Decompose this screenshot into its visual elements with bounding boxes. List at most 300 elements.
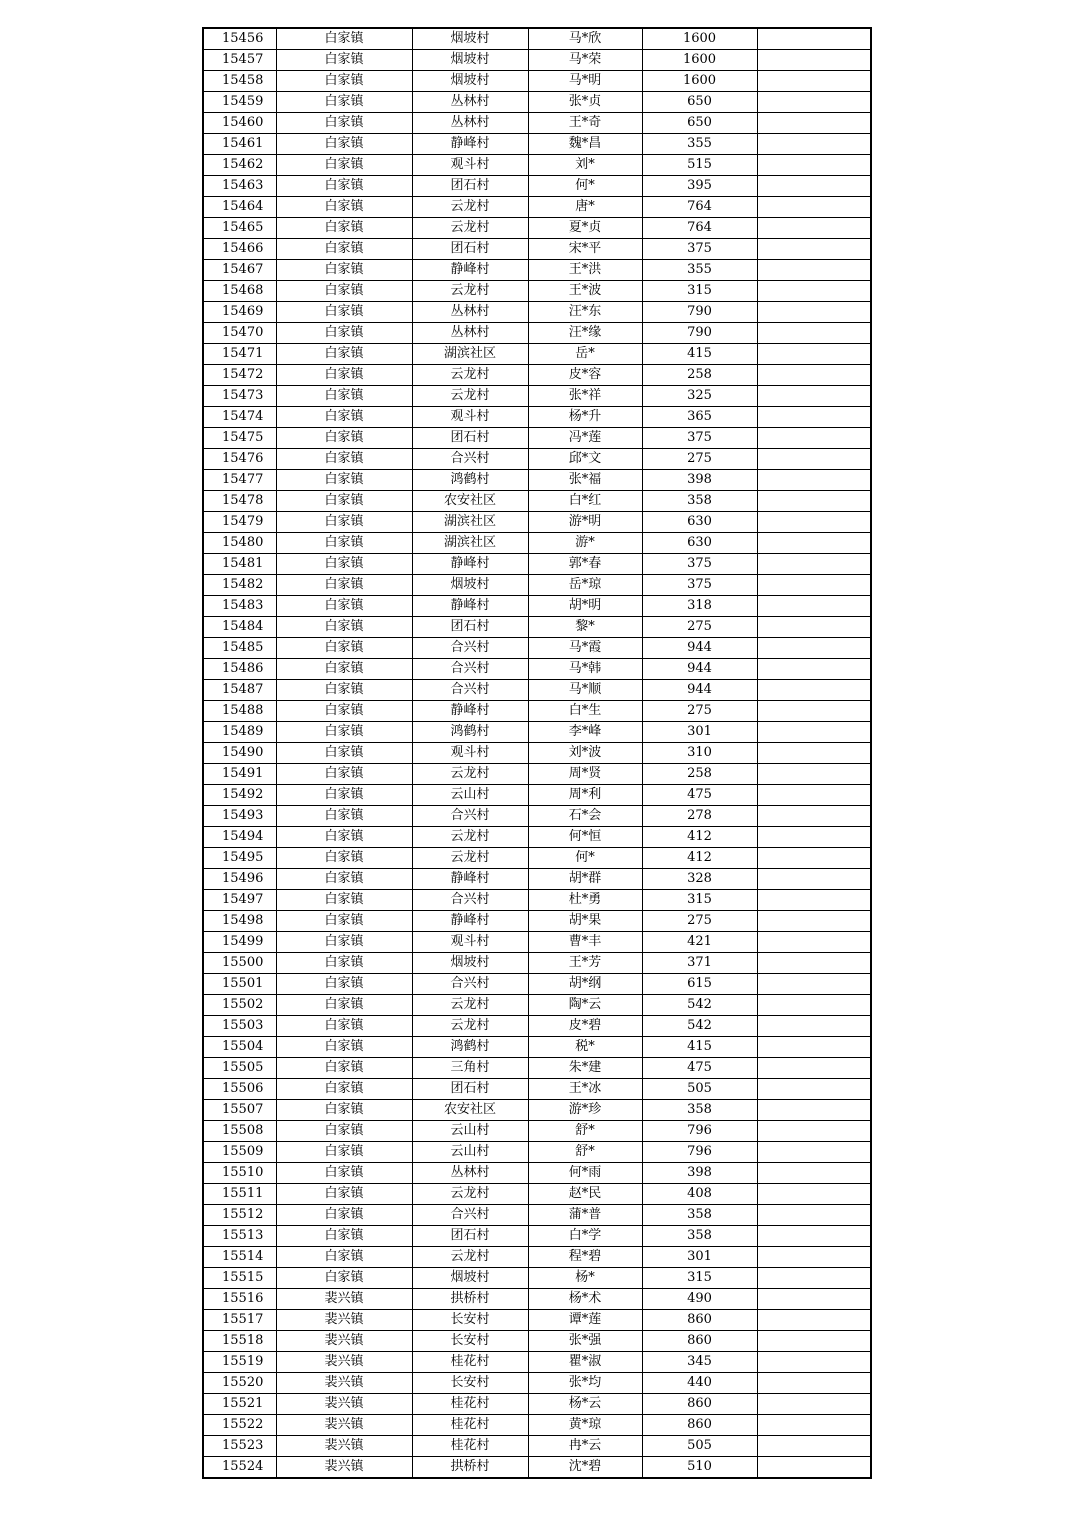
amount-cell: 355 [642,260,757,281]
remark-cell [757,533,871,554]
name-cell: 唐* [528,197,642,218]
remark-cell [757,1415,871,1436]
remark-cell [757,1436,871,1457]
record-number-cell: 15480 [203,533,276,554]
record-number-cell: 15501 [203,974,276,995]
remark-cell [757,386,871,407]
record-number-cell: 15509 [203,1142,276,1163]
remark-cell [757,428,871,449]
table-row [203,407,871,428]
table-row [203,953,871,974]
amount-cell: 258 [642,365,757,386]
record-number-cell: 15478 [203,491,276,512]
town-cell: 裴兴镇 [276,1436,412,1457]
record-number-cell: 15469 [203,302,276,323]
town-cell: 白家镇 [276,239,412,260]
remark-cell [757,491,871,512]
remark-cell [757,50,871,71]
town-cell: 白家镇 [276,176,412,197]
village-cell: 云山村 [412,785,528,806]
village-cell: 鸿鹤村 [412,722,528,743]
name-cell: 何*恒 [528,827,642,848]
remark-cell [757,911,871,932]
record-number-cell: 15505 [203,1058,276,1079]
amount-cell: 542 [642,1016,757,1037]
table-row [203,1247,871,1268]
village-cell: 静峰村 [412,911,528,932]
amount-cell: 542 [642,995,757,1016]
amount-cell: 398 [642,1163,757,1184]
remark-cell [757,848,871,869]
town-cell: 白家镇 [276,701,412,722]
village-cell: 团石村 [412,1079,528,1100]
village-cell: 合兴村 [412,890,528,911]
table-row [203,344,871,365]
table-row [203,1100,871,1121]
name-cell: 白*生 [528,701,642,722]
town-cell: 白家镇 [276,428,412,449]
table-row [203,260,871,281]
record-number-cell: 15511 [203,1184,276,1205]
remark-cell [757,28,871,50]
town-cell: 白家镇 [276,1268,412,1289]
record-number-cell: 15474 [203,407,276,428]
amount-cell: 515 [642,155,757,176]
remark-cell [757,407,871,428]
village-cell: 观斗村 [412,155,528,176]
table-body [203,28,871,1478]
town-cell: 白家镇 [276,281,412,302]
remark-cell [757,1352,871,1373]
name-cell: 邱*文 [528,449,642,470]
name-cell: 马*顺 [528,680,642,701]
village-cell: 云山村 [412,1142,528,1163]
amount-cell: 358 [642,1205,757,1226]
remark-cell [757,1226,871,1247]
remark-cell [757,302,871,323]
town-cell: 白家镇 [276,71,412,92]
village-cell: 云龙村 [412,365,528,386]
record-number-cell: 15499 [203,932,276,953]
table-row [203,680,871,701]
remark-cell [757,92,871,113]
table-row [203,449,871,470]
village-cell: 丛林村 [412,113,528,134]
name-cell: 岳*琼 [528,575,642,596]
name-cell: 张*福 [528,470,642,491]
village-cell: 云龙村 [412,848,528,869]
amount-cell: 860 [642,1331,757,1352]
amount-cell: 375 [642,428,757,449]
record-number-cell: 15467 [203,260,276,281]
amount-cell: 275 [642,449,757,470]
town-cell: 白家镇 [276,659,412,680]
town-cell: 白家镇 [276,218,412,239]
table-row [203,701,871,722]
town-cell: 白家镇 [276,743,412,764]
name-cell: 舒* [528,1121,642,1142]
table-row [203,1394,871,1415]
amount-cell: 630 [642,533,757,554]
remark-cell [757,785,871,806]
amount-cell: 375 [642,554,757,575]
town-cell: 白家镇 [276,470,412,491]
town-cell: 白家镇 [276,995,412,1016]
name-cell: 夏*贞 [528,218,642,239]
remark-cell [757,764,871,785]
amount-cell: 764 [642,218,757,239]
record-number-cell: 15472 [203,365,276,386]
village-cell: 云龙村 [412,1247,528,1268]
town-cell: 白家镇 [276,554,412,575]
table-row [203,197,871,218]
remark-cell [757,554,871,575]
town-cell: 白家镇 [276,533,412,554]
remark-cell [757,596,871,617]
record-number-cell: 15502 [203,995,276,1016]
remark-cell [757,176,871,197]
amount-cell: 790 [642,302,757,323]
village-cell: 团石村 [412,617,528,638]
record-number-cell: 15520 [203,1373,276,1394]
record-number-cell: 15523 [203,1436,276,1457]
village-cell: 农安社区 [412,1100,528,1121]
table-row [203,512,871,533]
name-cell: 杨* [528,1268,642,1289]
record-number-cell: 15516 [203,1289,276,1310]
amount-cell: 475 [642,1058,757,1079]
record-number-cell: 15476 [203,449,276,470]
remark-cell [757,134,871,155]
town-cell: 白家镇 [276,848,412,869]
name-cell: 胡*明 [528,596,642,617]
remark-cell [757,323,871,344]
table-row [203,365,871,386]
name-cell: 何* [528,848,642,869]
name-cell: 周*贤 [528,764,642,785]
name-cell: 刘* [528,155,642,176]
remark-cell [757,365,871,386]
village-cell: 云山村 [412,1121,528,1142]
table-row [203,1079,871,1100]
record-number-cell: 15521 [203,1394,276,1415]
record-number-cell: 15519 [203,1352,276,1373]
village-cell: 长安村 [412,1373,528,1394]
village-cell: 鸿鹤村 [412,470,528,491]
village-cell: 烟坡村 [412,71,528,92]
town-cell: 白家镇 [276,974,412,995]
amount-cell: 412 [642,848,757,869]
name-cell: 瞿*淑 [528,1352,642,1373]
table-row [203,911,871,932]
amount-cell: 944 [642,659,757,680]
name-cell: 冯*莲 [528,428,642,449]
name-cell: 黄*琼 [528,1415,642,1436]
table-row [203,1016,871,1037]
remark-cell [757,743,871,764]
amount-cell: 505 [642,1436,757,1457]
table-row [203,1436,871,1457]
village-cell: 合兴村 [412,680,528,701]
amount-cell: 365 [642,407,757,428]
town-cell: 白家镇 [276,260,412,281]
name-cell: 白*学 [528,1226,642,1247]
amount-cell: 315 [642,1268,757,1289]
table-row [203,1121,871,1142]
name-cell: 胡*群 [528,869,642,890]
name-cell: 陶*云 [528,995,642,1016]
town-cell: 白家镇 [276,491,412,512]
village-cell: 长安村 [412,1331,528,1352]
table-row [203,1352,871,1373]
amount-cell: 395 [642,176,757,197]
name-cell: 胡*果 [528,911,642,932]
table-row [203,71,871,92]
town-cell: 白家镇 [276,92,412,113]
amount-cell: 944 [642,680,757,701]
record-number-cell: 15496 [203,869,276,890]
town-cell: 裴兴镇 [276,1457,412,1479]
table-row [203,1373,871,1394]
village-cell: 烟坡村 [412,1268,528,1289]
remark-cell [757,155,871,176]
town-cell: 白家镇 [276,827,412,848]
table-row [203,1184,871,1205]
remark-cell [757,1247,871,1268]
record-number-cell: 15490 [203,743,276,764]
record-number-cell: 15512 [203,1205,276,1226]
town-cell: 白家镇 [276,407,412,428]
name-cell: 税* [528,1037,642,1058]
record-number-cell: 15494 [203,827,276,848]
name-cell: 马*欣 [528,28,642,50]
table-row [203,1415,871,1436]
town-cell: 白家镇 [276,344,412,365]
record-number-cell: 15518 [203,1331,276,1352]
record-number-cell: 15488 [203,701,276,722]
name-cell: 王*芳 [528,953,642,974]
village-cell: 观斗村 [412,743,528,764]
table-row [203,218,871,239]
name-cell: 张*均 [528,1373,642,1394]
village-cell: 烟坡村 [412,953,528,974]
record-number-cell: 15506 [203,1079,276,1100]
town-cell: 白家镇 [276,365,412,386]
record-number-cell: 15491 [203,764,276,785]
record-number-cell: 15503 [203,1016,276,1037]
name-cell: 汪*东 [528,302,642,323]
amount-cell: 258 [642,764,757,785]
name-cell: 赵*民 [528,1184,642,1205]
amount-cell: 328 [642,869,757,890]
name-cell: 张*贞 [528,92,642,113]
amount-cell: 355 [642,134,757,155]
amount-cell: 764 [642,197,757,218]
remark-cell [757,1394,871,1415]
town-cell: 白家镇 [276,1016,412,1037]
table-row [203,827,871,848]
amount-cell: 275 [642,701,757,722]
village-cell: 云龙村 [412,218,528,239]
remark-cell [757,512,871,533]
table-row [203,491,871,512]
record-number-cell: 15468 [203,281,276,302]
town-cell: 白家镇 [276,1247,412,1268]
name-cell: 游* [528,533,642,554]
record-number-cell: 15510 [203,1163,276,1184]
village-cell: 合兴村 [412,806,528,827]
village-cell: 观斗村 [412,407,528,428]
amount-cell: 275 [642,911,757,932]
town-cell: 白家镇 [276,1205,412,1226]
record-number-cell: 15475 [203,428,276,449]
amount-cell: 440 [642,1373,757,1394]
remark-cell [757,449,871,470]
table-row [203,890,871,911]
table-row [203,1037,871,1058]
remark-cell [757,71,871,92]
table-row [203,596,871,617]
record-number-cell: 15500 [203,953,276,974]
record-number-cell: 15495 [203,848,276,869]
table-row [203,638,871,659]
table-row [203,281,871,302]
village-cell: 团石村 [412,428,528,449]
record-number-cell: 15508 [203,1121,276,1142]
name-cell: 游*明 [528,512,642,533]
name-cell: 冉*云 [528,1436,642,1457]
name-cell: 马*荣 [528,50,642,71]
amount-cell: 325 [642,386,757,407]
table-row [203,932,871,953]
village-cell: 鸿鹤村 [412,1037,528,1058]
name-cell: 刘*波 [528,743,642,764]
village-cell: 丛林村 [412,302,528,323]
table-row [203,1058,871,1079]
amount-cell: 510 [642,1457,757,1479]
remark-cell [757,722,871,743]
village-cell: 云龙村 [412,197,528,218]
name-cell: 马*明 [528,71,642,92]
name-cell: 沈*碧 [528,1457,642,1479]
village-cell: 云龙村 [412,764,528,785]
amount-cell: 421 [642,932,757,953]
record-number-cell: 15484 [203,617,276,638]
town-cell: 白家镇 [276,28,412,50]
remark-cell [757,995,871,1016]
remark-cell [757,1058,871,1079]
remark-cell [757,1184,871,1205]
name-cell: 蒲*普 [528,1205,642,1226]
town-cell: 白家镇 [276,197,412,218]
record-number-cell: 15498 [203,911,276,932]
amount-cell: 375 [642,575,757,596]
table-row [203,554,871,575]
town-cell: 裴兴镇 [276,1394,412,1415]
amount-cell: 358 [642,1226,757,1247]
amount-cell: 860 [642,1310,757,1331]
name-cell: 游*珍 [528,1100,642,1121]
town-cell: 白家镇 [276,764,412,785]
town-cell: 白家镇 [276,155,412,176]
table-row [203,28,871,50]
amount-cell: 358 [642,491,757,512]
record-number-cell: 15464 [203,197,276,218]
village-cell: 合兴村 [412,449,528,470]
village-cell: 云龙村 [412,1016,528,1037]
record-number-cell: 15460 [203,113,276,134]
village-cell: 三角村 [412,1058,528,1079]
amount-cell: 412 [642,827,757,848]
remark-cell [757,1373,871,1394]
record-number-cell: 15458 [203,71,276,92]
remark-cell [757,344,871,365]
village-cell: 农安社区 [412,491,528,512]
village-cell: 团石村 [412,176,528,197]
remark-cell [757,680,871,701]
remark-cell [757,1121,871,1142]
record-number-cell: 15492 [203,785,276,806]
remark-cell [757,197,871,218]
remark-cell [757,617,871,638]
village-cell: 桂花村 [412,1352,528,1373]
village-cell: 丛林村 [412,323,528,344]
amount-cell: 358 [642,1100,757,1121]
name-cell: 魏*昌 [528,134,642,155]
amount-cell: 408 [642,1184,757,1205]
table-row [203,869,871,890]
village-cell: 云龙村 [412,386,528,407]
record-number-cell: 15517 [203,1310,276,1331]
town-cell: 白家镇 [276,449,412,470]
record-number-cell: 15482 [203,575,276,596]
name-cell: 宋*平 [528,239,642,260]
table-row [203,239,871,260]
record-number-cell: 15513 [203,1226,276,1247]
town-cell: 裴兴镇 [276,1352,412,1373]
table-row [203,1331,871,1352]
village-cell: 湖滨社区 [412,512,528,533]
village-cell: 桂花村 [412,1436,528,1457]
table-row [203,113,871,134]
town-cell: 白家镇 [276,638,412,659]
table-row [203,1457,871,1479]
remark-cell [757,806,871,827]
record-number-cell: 15489 [203,722,276,743]
amount-cell: 315 [642,890,757,911]
table-row [203,659,871,680]
remark-cell [757,1016,871,1037]
remark-cell [757,113,871,134]
record-number-cell: 15479 [203,512,276,533]
village-cell: 云龙村 [412,281,528,302]
table-row [203,1226,871,1247]
record-number-cell: 15462 [203,155,276,176]
town-cell: 裴兴镇 [276,1373,412,1394]
village-cell: 静峰村 [412,554,528,575]
name-cell: 程*碧 [528,1247,642,1268]
table-row [203,974,871,995]
name-cell: 皮*容 [528,365,642,386]
name-cell: 白*红 [528,491,642,512]
table-row [203,176,871,197]
table-row [203,1310,871,1331]
amount-cell: 1600 [642,50,757,71]
amount-cell: 790 [642,323,757,344]
record-number-cell: 15457 [203,50,276,71]
remark-cell [757,1163,871,1184]
town-cell: 白家镇 [276,785,412,806]
